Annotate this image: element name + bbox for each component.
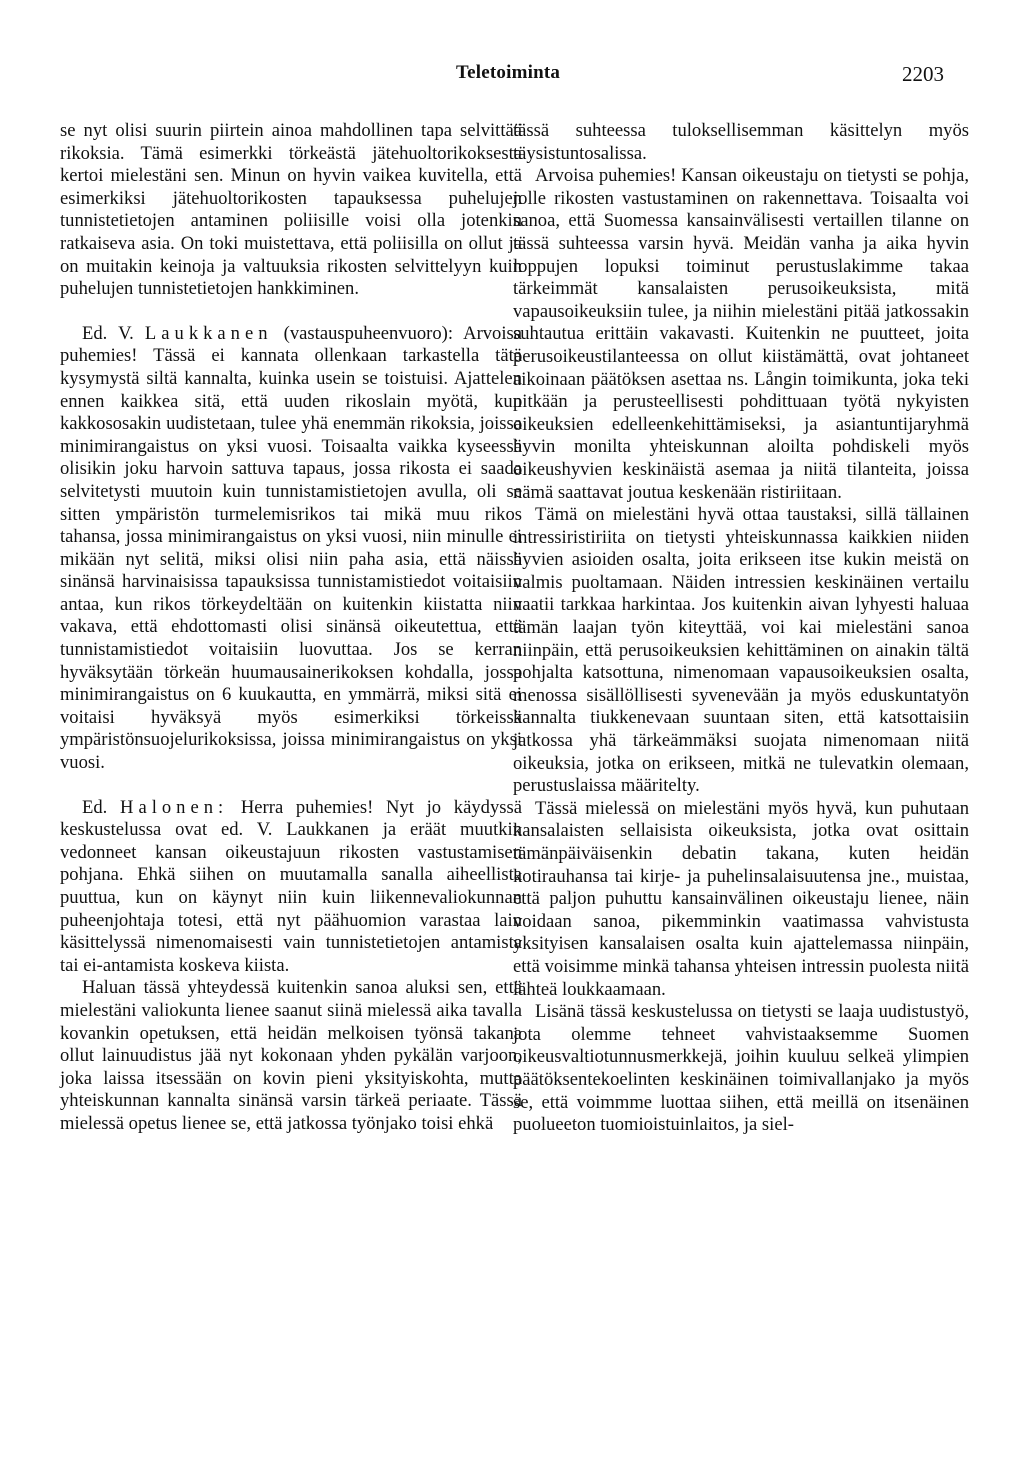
speaker-name: Halonen: [120, 796, 229, 818]
speech-laukkanen [60, 323, 522, 775]
page-header [0, 62, 1024, 92]
right-column [513, 120, 969, 1137]
paragraph: Arvoisa puhemies! Kansan oikeustaju on tietysti se pohja, jolle rikosten vastustaminen on rakennettava. Toisaalta voi sanoa, että Suomessa kansainvälisesti vertaillen tilanne on tässä suhteessa varsin hyvä. Meidän vanha ja aika hyvin loppujen lopuksi toiminut perustuslakimme takaa tärkeimmät kansalaisten perusoikeuksista, mitä vapausoikeuksiin tulee, ja niihin mielestäni pitää jatkossakin suhtautua erittäin vakavasti. Kuitenkin ne puutteet, joita perusoikeustilanteessa on ollut kiistämättä, ovat johtaneet aikoinaan päätöksen asettaa ns. Långin toimikunta, joka teki pitkään ja perusteellisesti pohdittuaan työtä nykyisten oikeuksien edelleenkehittämiseksi, ja asiantuntijaryhmä hyvin monilta yhteiskunnan aloilta pohdiskeli myös oikeushyvien keskinäistä asemaa ja niitä tilanteita, joissa nämä saattavat joutua keskenään ristiriitaan. [513, 165, 969, 503]
speaker-prefix: Ed. [82, 796, 108, 818]
page-number: 2203 [902, 62, 944, 86]
paragraph: Lisänä tässä keskustelussa on tietysti se laaja uudistustyö, jota olemme tehneet vahvistaaksemme Suomen oikeusvaltiotunnusmerkkejä, joihin kuuluu selkeä ylimpien päätöksentekoelinten keskinäinen toimivallanjako ja myös se, että voimmme luottaa siihen, että meillä on itsenäinen puolueeton tuomioistuinlaitos, ja siel- [513, 1001, 969, 1136]
speaker-role: (vastauspuheenvuoro): [283, 322, 454, 344]
speech-text: Arvoisa puhemies! Tässä ei kannata ollenkaan tarkastella tätä kysymystä siltä kannalta, kuinka usein se toistuisi. Ajattelen ennen kaikkea sitä, että uuden rikoslain myötä, kun kakkososakin uudistetaan, tulee yhä enemmän rikoksia, joissa minimirangaistus on yksi vuosi. Toisaalta vaikka kyseessä olisikin joku harvoin sattuva tapaus, jossa rikosta ei saada selvitetysti muutoin kuin tunnistamistietojen avulla, oli se sitten ympäristön turmelemisrikos tai mikä muu rikos tahansa, jossa minimirangaistus on yksi vuosi, niin minulle ei mikään nyt selitä, miksi olisi niin paha asia, että näissä sinänsä harvinaisissa tapauksissa tunnistamistiedot voitaisiin antaa, kun rikos törkeydeltään on kuitenkin kiistatta niin vakava, että ehdottomasti olisi sinänsä oikeutettua, että tunnistamistiedot voitaisiin luovuttaa. Jos se kerran hyväksytään törkeän huumausainerikoksen kohdalla, jossa minimirangaistus on 6 kuukautta, en ymmärrä, miksi sitä ei voitaisi hyväksyä myös esimerkiksi törkeissä ympäristönsuojelurikoksissa, joissa minimirangaistus on yksi vuosi. [60, 322, 523, 774]
paragraph: Tämä on mielestäni hyvä ottaa taustaksi, sillä tällainen intressiristiriita on tietysti yhteiskunnassa kaikkien niiden hyvien asioiden osalta, joita erikseen itse kukin meistä on valmis puoltamaan. Näiden intressien keskinäinen vertailu vaatii tarkkaa harkintaa. Jos kuitenkin aivan lyhyesti haluaa tämän laajan työn kiteyttää, voi kai mielestäni sanoa niinpäin, että perusoikeuksien kehittäminen on ainakin tältä pohjalta katsottuna, nimenomaan vapausoikeuksien osalta, menossa sisällöllisesti syvenevään ja myös eduskuntatyön kannalta tiukkenevaan suuntaan siten, että katsottaisiin jatkossa yhä tärkeämmäksi suojata nimenomaan niitä oikeuksia, jotka on erikseen, mitkä ne tulevatkin olemaan, perustuslaissa määritelty. [513, 504, 969, 797]
paragraph: Haluan tässä yhteydessä kuitenkin sanoa aluksi sen, että mielestäni valiokunta lienee saanut siinä mielessä aika tavalla kovankin opetuksen, että heidän melkoisen työnsä takana ollut lainuudistus jää nyt kokonaan yhden pykälän varjoon, joka laissa itsessään on kovin pieni yksityiskohta, mutta yhteiskunnan kannalta sinänsä varsin tärkeä periaate. Tässä mielessä opetus lienee se, että jatkossa työnjako toisi ehkä [60, 977, 522, 1134]
paragraph: se nyt olisi suurin piirtein ainoa mahdollinen tapa selvittää rikoksia. Tämä esimerkki törkeästä jätehuoltorikoksesta kertoi mielestäni sen. Minun on hyvin vaikea kuvitella, että esimerkiksi jätehuoltorikosten tapauksessa puhelujen tunnistetietojen antaminen poliisille voisi olla jotenkin ratkaiseva asia. On toki muistettava, että poliisilla on ollut ja on muitakin keinoja ja valtuuksia rikosten selvittelyyn kuin puhelujen tunnistetietojen hankkiminen. [60, 120, 522, 300]
left-column [60, 120, 522, 1136]
paragraph: tässä suhteessa tuloksellisemman käsittelyn myös täysistuntosalissa. [513, 120, 969, 164]
speaker-name: Laukkanen [144, 322, 273, 344]
speech-text: Herra puhemies! Nyt jo käydyssä keskustelussa ovat ed. V. Laukkanen ja eräät muutkin vedonneet kansan oikeustajuun rikosten vastustamisen pohjana. Ehkä siihen on muutamalla sanalla aiheellista puuttua, kun on käynyt niin kuin liikennevaliokunnan puheenjohtaja totesi, että nyt päähuomion varastaa lain käsittelyssä nimenomaisesti vain tunnistetietojen antamista tai ei-antamista koskeva kiista. [60, 796, 522, 976]
paragraph: Tässä mielessä on mielestäni myös hyvä, kun puhutaan kansalaisten sellaisista oikeuksista, jotka ovat osittain tämänpäiväisenkin debatin takana, kuten heidän kotirauhansa tai kirje- ja puhelinsalaisuutensa jne., muistaa, että paljon puhuttu kansainvälinen oikeustaju lienee, näin voidaan sanoa, pikemminkin vaatimassa vahvistusta yksityisen kansalaisen osalta kuin ajattelemassa niinpäin, että voisimme minkä tahansa yhteisen intressin puolesta niitä lähteä loukkaamaan. [513, 797, 969, 1000]
speaker-prefix: Ed. V. [82, 322, 134, 344]
running-title: Teletoiminta [456, 62, 561, 83]
speech-halonen [60, 797, 522, 978]
